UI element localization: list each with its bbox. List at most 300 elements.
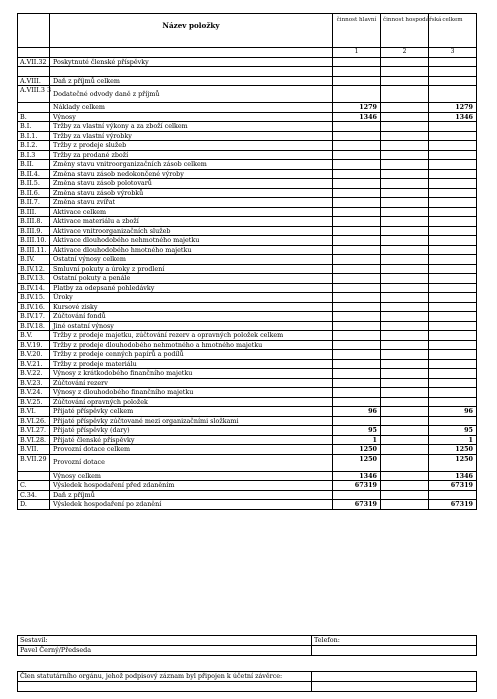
- row-value-economic: [381, 340, 429, 350]
- row-value-economic: [381, 283, 429, 293]
- row-value-economic: [381, 122, 429, 132]
- table-row: [18, 103, 477, 113]
- row-value-main: [333, 255, 381, 265]
- row-value-total: [429, 312, 477, 322]
- table-row: [18, 445, 477, 455]
- row-code: B.IV.13.: [18, 274, 50, 284]
- row-label: Změna stavu zásob nedokončené výroby: [50, 169, 333, 179]
- row-value-main: 95: [333, 426, 381, 436]
- row-code: B.IV.18.: [18, 321, 50, 331]
- row-label: Tržby z prodeje cenných papírů a podílů: [50, 350, 333, 360]
- row-value-main: [333, 350, 381, 360]
- row-code: C.: [18, 481, 50, 491]
- row-value-economic: [381, 103, 429, 113]
- row-code: B.VI.27.: [18, 426, 50, 436]
- row-code: B.VII.29 .: [18, 454, 50, 471]
- row-label: Přijaté příspěvky (dary): [50, 426, 333, 436]
- table-row: [18, 188, 477, 198]
- row-value-main: [333, 76, 381, 86]
- row-code: B.III.9.: [18, 226, 50, 236]
- row-value-main: [333, 274, 381, 284]
- row-value-total: [429, 397, 477, 407]
- table-row: [18, 340, 477, 350]
- row-value-total: [429, 236, 477, 246]
- row-value-total: [429, 264, 477, 274]
- row-value-total: [429, 283, 477, 293]
- row-value-economic: [381, 435, 429, 445]
- row-value-economic: [381, 141, 429, 151]
- row-value-economic: [381, 160, 429, 170]
- row-label: Jiné ostatní výnosy: [50, 321, 333, 331]
- row-value-main: [333, 217, 381, 227]
- row-label: Daň z příjmů: [50, 490, 333, 500]
- table-row: [18, 160, 477, 170]
- row-label: Smluvní pokuty a úroky z prodlení: [50, 264, 333, 274]
- row-label: Tržby z prodeje materiálu: [50, 359, 333, 369]
- table-row: [18, 321, 477, 331]
- row-code: B.VI.26.: [18, 416, 50, 426]
- statutory-blank2: [312, 682, 477, 692]
- row-value-main: [333, 141, 381, 151]
- header-col2: činnost hospodářská: [381, 14, 429, 48]
- row-label: Aktivace celkem: [50, 207, 333, 217]
- compiled-row: [18, 636, 477, 646]
- row-value-economic: [381, 217, 429, 227]
- row-code: B.V.22.: [18, 369, 50, 379]
- table-row: [18, 490, 477, 500]
- table-row: [18, 293, 477, 303]
- table-row: [18, 207, 477, 217]
- row-label: Tržby z prodeje majetku, zúčtování rezerv a opravných položek celkem: [50, 331, 333, 341]
- row-value-total: [429, 217, 477, 227]
- row-value-main: [333, 312, 381, 322]
- row-value-main: [333, 169, 381, 179]
- row-value-economic: [381, 274, 429, 284]
- row-value-total: [429, 67, 477, 77]
- row-code: B.II.7.: [18, 198, 50, 208]
- row-value-total: [429, 179, 477, 189]
- row-value-main: 1279: [333, 103, 381, 113]
- table-row: [18, 454, 477, 471]
- row-value-economic: [381, 350, 429, 360]
- statutory-sign: [312, 672, 477, 682]
- compiled-label: Sestavil:: [18, 636, 312, 646]
- table-row: [18, 312, 477, 322]
- row-value-economic: [381, 236, 429, 246]
- statutory-blank-row: [18, 682, 477, 692]
- row-label: Ostatní pokuty a penále: [50, 274, 333, 284]
- row-label: Úroky: [50, 293, 333, 303]
- row-label: Platby za odepsané pohledávky: [50, 283, 333, 293]
- row-label: Aktivace vnitroorganizačních služeb: [50, 226, 333, 236]
- row-value-main: [333, 416, 381, 426]
- table-row: [18, 471, 477, 481]
- row-label: Aktivace dlouhodobého hmotného majetku: [50, 245, 333, 255]
- row-value-economic: [381, 445, 429, 455]
- row-value-main: [333, 388, 381, 398]
- row-value-total: 67319: [429, 500, 477, 510]
- phone-label: Telefon:: [312, 636, 477, 646]
- row-value-economic: [381, 471, 429, 481]
- row-label: Výsledek hospodaření po zdanění: [50, 500, 333, 510]
- row-value-main: [333, 321, 381, 331]
- row-code: C.34.: [18, 490, 50, 500]
- table-row: [18, 369, 477, 379]
- row-code: A.VIII.: [18, 76, 50, 86]
- row-label: Výnosy z dlouhodobého finančního majetku: [50, 388, 333, 398]
- table-row: [18, 302, 477, 312]
- colnum-1: 1: [333, 48, 381, 58]
- row-value-economic: [381, 207, 429, 217]
- row-label: Tržby z prodeje dlouhodobého nehmotného a hmotného majetku: [50, 340, 333, 350]
- row-value-total: [429, 57, 477, 67]
- row-label: [50, 67, 333, 77]
- table-row: [18, 112, 477, 122]
- row-value-economic: [381, 57, 429, 67]
- row-value-total: [429, 188, 477, 198]
- row-value-economic: [381, 312, 429, 322]
- table-row: [18, 67, 477, 77]
- table-row: [18, 426, 477, 436]
- row-label: Změna stavu zásob polotovarů: [50, 179, 333, 189]
- row-label: Výsledek hospodaření před zdaněním: [50, 481, 333, 491]
- row-value-total: [429, 350, 477, 360]
- row-value-total: 1: [429, 435, 477, 445]
- phone-value: [312, 646, 477, 656]
- row-code: B.IV.12.: [18, 264, 50, 274]
- header-row: [18, 14, 477, 48]
- colnum-3: 3: [429, 48, 477, 58]
- row-value-total: [429, 255, 477, 265]
- table-row: [18, 388, 477, 398]
- row-value-total: [429, 293, 477, 303]
- table-row: [18, 131, 477, 141]
- row-value-total: [429, 198, 477, 208]
- compiled-name: Pavel Černý/Předseda: [18, 646, 312, 656]
- row-value-main: 67319: [333, 500, 381, 510]
- row-code: B.V.23.: [18, 378, 50, 388]
- row-label: Provozní dotace celkem: [50, 445, 333, 455]
- row-value-economic: [381, 331, 429, 341]
- row-value-total: [429, 207, 477, 217]
- row-code: B.IV.: [18, 255, 50, 265]
- table-row: [18, 435, 477, 445]
- table-row: [18, 397, 477, 407]
- row-value-economic: [381, 76, 429, 86]
- row-value-economic: [381, 302, 429, 312]
- table-row: [18, 86, 477, 103]
- row-label: Přijaté členské příspěvky: [50, 435, 333, 445]
- row-value-main: [333, 160, 381, 170]
- row-label: Zúčtování rezerv: [50, 378, 333, 388]
- row-value-main: [333, 207, 381, 217]
- row-label: Výnosy z krátkodobého finančního majetku: [50, 369, 333, 379]
- table-row: [18, 236, 477, 246]
- row-value-economic: [381, 179, 429, 189]
- row-code: B.III.11.: [18, 245, 50, 255]
- row-value-main: [333, 245, 381, 255]
- row-value-main: [333, 236, 381, 246]
- table-row: [18, 500, 477, 510]
- row-code: B.IV.14.: [18, 283, 50, 293]
- row-code: B.IV.15.: [18, 293, 50, 303]
- row-value-total: 1346: [429, 471, 477, 481]
- row-label: Změny stavu vnitroorganizačních zásob celkem: [50, 160, 333, 170]
- row-label: Poskytnuté členské příspěvky: [50, 57, 333, 67]
- table-row: [18, 264, 477, 274]
- colnum-2: 2: [381, 48, 429, 58]
- row-value-total: 96: [429, 407, 477, 417]
- header-name: Název položky: [50, 14, 333, 48]
- row-value-main: [333, 188, 381, 198]
- row-value-economic: [381, 321, 429, 331]
- table-row: [18, 255, 477, 265]
- column-number-row: [18, 48, 477, 58]
- row-label: Ostatní výnosy celkem: [50, 255, 333, 265]
- row-label: Zúčtování opravných položek: [50, 397, 333, 407]
- row-code: B.III.10.: [18, 236, 50, 246]
- row-code: B.II.4.: [18, 169, 50, 179]
- row-value-economic: [381, 407, 429, 417]
- row-label: Provozní dotace: [50, 454, 333, 471]
- table-row: [18, 245, 477, 255]
- row-code: B.I.: [18, 122, 50, 132]
- table-row: [18, 179, 477, 189]
- row-code: B.III.8.: [18, 217, 50, 227]
- row-value-main: [333, 397, 381, 407]
- row-value-total: [429, 131, 477, 141]
- table-row: [18, 57, 477, 67]
- row-value-main: [333, 86, 381, 103]
- row-label: Tržby za vlastní výkony a za zboží celkem: [50, 122, 333, 132]
- row-value-total: 1346: [429, 112, 477, 122]
- row-value-main: 96: [333, 407, 381, 417]
- row-label: Daň z příjmů celkem: [50, 76, 333, 86]
- table-row: [18, 350, 477, 360]
- row-value-total: [429, 321, 477, 331]
- row-value-main: 1250: [333, 445, 381, 455]
- row-label: Přijaté příspěvky celkem: [50, 407, 333, 417]
- table-row: [18, 76, 477, 86]
- row-value-total: [429, 416, 477, 426]
- row-value-main: 1346: [333, 471, 381, 481]
- row-label: Přijaté příspěvky zúčtované mezi organizačními složkami: [50, 416, 333, 426]
- row-value-main: [333, 359, 381, 369]
- table-row: [18, 481, 477, 491]
- row-label: Aktivace materiálu a zboží: [50, 217, 333, 227]
- row-value-total: 1250: [429, 454, 477, 471]
- colnum-0: [18, 48, 50, 58]
- row-value-main: [333, 293, 381, 303]
- row-label: Dodatečné odvody daně z příjmů: [50, 86, 333, 103]
- row-value-economic: [381, 188, 429, 198]
- row-value-total: [429, 302, 477, 312]
- row-value-economic: [381, 169, 429, 179]
- row-value-economic: [381, 481, 429, 491]
- row-value-economic: [381, 293, 429, 303]
- table-row: [18, 378, 477, 388]
- row-label: Výnosy celkem: [50, 471, 333, 481]
- row-code: B.: [18, 112, 50, 122]
- row-value-total: [429, 122, 477, 132]
- row-value-total: [429, 378, 477, 388]
- row-code: B.II.6.: [18, 188, 50, 198]
- table-row: [18, 359, 477, 369]
- statutory-row: [18, 672, 477, 682]
- row-value-economic: [381, 500, 429, 510]
- row-value-main: [333, 150, 381, 160]
- row-value-economic: [381, 490, 429, 500]
- row-value-economic: [381, 378, 429, 388]
- row-value-main: [333, 67, 381, 77]
- row-value-main: [333, 331, 381, 341]
- colnum-name: [50, 48, 333, 58]
- row-value-total: [429, 76, 477, 86]
- row-code: B.V.25.: [18, 397, 50, 407]
- row-value-economic: [381, 397, 429, 407]
- row-code: B.IV.17.: [18, 312, 50, 322]
- header-col3: celkem: [429, 14, 477, 48]
- row-label: Výnosy: [50, 112, 333, 122]
- statutory-blank: [18, 682, 312, 692]
- row-code: A.VIII.3 3: [18, 86, 50, 103]
- table-row: [18, 226, 477, 236]
- row-code: B.VI.: [18, 407, 50, 417]
- row-value-total: [429, 331, 477, 341]
- row-value-main: [333, 198, 381, 208]
- row-value-main: [333, 122, 381, 132]
- row-code: B.VII.: [18, 445, 50, 455]
- row-value-total: [429, 150, 477, 160]
- row-value-economic: [381, 150, 429, 160]
- table-body: [18, 14, 477, 510]
- row-value-total: [429, 490, 477, 500]
- row-value-economic: [381, 131, 429, 141]
- row-code: B.VI.28.: [18, 435, 50, 445]
- row-value-main: [333, 378, 381, 388]
- row-value-main: 67319: [333, 481, 381, 491]
- row-value-economic: [381, 416, 429, 426]
- row-code: B.II.5.: [18, 179, 50, 189]
- row-value-total: [429, 86, 477, 103]
- row-code: B.V.21.: [18, 359, 50, 369]
- statutory-label: Člen statutárního orgánu, jehož podpisový záznam byl připojen k účetní závěrce:: [18, 672, 312, 682]
- table-row: [18, 416, 477, 426]
- row-value-total: [429, 388, 477, 398]
- statutory-table: [17, 671, 477, 692]
- row-value-main: [333, 226, 381, 236]
- row-value-main: [333, 179, 381, 189]
- table-row: [18, 217, 477, 227]
- row-value-main: [333, 302, 381, 312]
- row-value-total: [429, 141, 477, 151]
- row-value-economic: [381, 388, 429, 398]
- row-code: B.IV.16.: [18, 302, 50, 312]
- row-value-economic: [381, 67, 429, 77]
- row-value-economic: [381, 198, 429, 208]
- row-label: Aktivace dlouhodobého nehmotného majetku: [50, 236, 333, 246]
- row-value-economic: [381, 359, 429, 369]
- table-row: [18, 274, 477, 284]
- row-code: [18, 471, 50, 481]
- row-value-main: [333, 131, 381, 141]
- row-code: B.V.: [18, 331, 50, 341]
- header-col1: činnost hlavní: [333, 14, 381, 48]
- table-row: [18, 141, 477, 151]
- row-code: [18, 103, 50, 113]
- table-row: [18, 150, 477, 160]
- row-code: A.VII.32: [18, 57, 50, 67]
- row-value-main: [333, 264, 381, 274]
- row-value-main: [333, 490, 381, 500]
- profit-loss-table: [17, 13, 477, 510]
- row-code: B.II.: [18, 160, 50, 170]
- row-value-economic: [381, 245, 429, 255]
- row-value-total: [429, 274, 477, 284]
- row-value-total: [429, 369, 477, 379]
- row-value-total: 1250: [429, 445, 477, 455]
- row-code: B.V.19.: [18, 340, 50, 350]
- row-value-total: [429, 160, 477, 170]
- row-value-economic: [381, 112, 429, 122]
- compiled-name-row: [18, 646, 477, 656]
- row-label: Náklady celkem: [50, 103, 333, 113]
- row-value-main: 1250: [333, 454, 381, 471]
- row-code: B.I.1.: [18, 131, 50, 141]
- row-value-economic: [381, 255, 429, 265]
- table-row: [18, 122, 477, 132]
- row-value-total: [429, 359, 477, 369]
- row-code: B.I.3: [18, 150, 50, 160]
- row-value-main: [333, 283, 381, 293]
- row-value-main: 1346: [333, 112, 381, 122]
- row-value-economic: [381, 454, 429, 471]
- row-code: B.V.24.: [18, 388, 50, 398]
- row-label: Změna stavu zvířat: [50, 198, 333, 208]
- row-value-main: 1: [333, 435, 381, 445]
- row-code: [18, 67, 50, 77]
- table-row: [18, 198, 477, 208]
- row-label: Zúčtování fondů: [50, 312, 333, 322]
- row-code: B.I.2.: [18, 141, 50, 151]
- header-code-cell: [18, 14, 50, 48]
- row-label: Tržby za prodané zboží: [50, 150, 333, 160]
- row-value-economic: [381, 226, 429, 236]
- table-row: [18, 283, 477, 293]
- row-code: B.III.: [18, 207, 50, 217]
- row-label: Tržby z prodeje služeb: [50, 141, 333, 151]
- table-row: [18, 407, 477, 417]
- row-value-main: [333, 340, 381, 350]
- row-label: Tržby za vlastní výrobky: [50, 131, 333, 141]
- row-value-total: [429, 245, 477, 255]
- row-value-main: [333, 369, 381, 379]
- row-label: Kursové zisky: [50, 302, 333, 312]
- row-value-total: [429, 340, 477, 350]
- row-value-total: 1279: [429, 103, 477, 113]
- row-value-total: [429, 226, 477, 236]
- row-value-total: [429, 169, 477, 179]
- compiled-by-table: [17, 635, 477, 656]
- row-value-economic: [381, 369, 429, 379]
- row-value-economic: [381, 264, 429, 274]
- row-value-economic: [381, 86, 429, 103]
- table-row: [18, 331, 477, 341]
- row-value-main: [333, 57, 381, 67]
- row-code: D.: [18, 500, 50, 510]
- table-row: [18, 169, 477, 179]
- row-value-economic: [381, 426, 429, 436]
